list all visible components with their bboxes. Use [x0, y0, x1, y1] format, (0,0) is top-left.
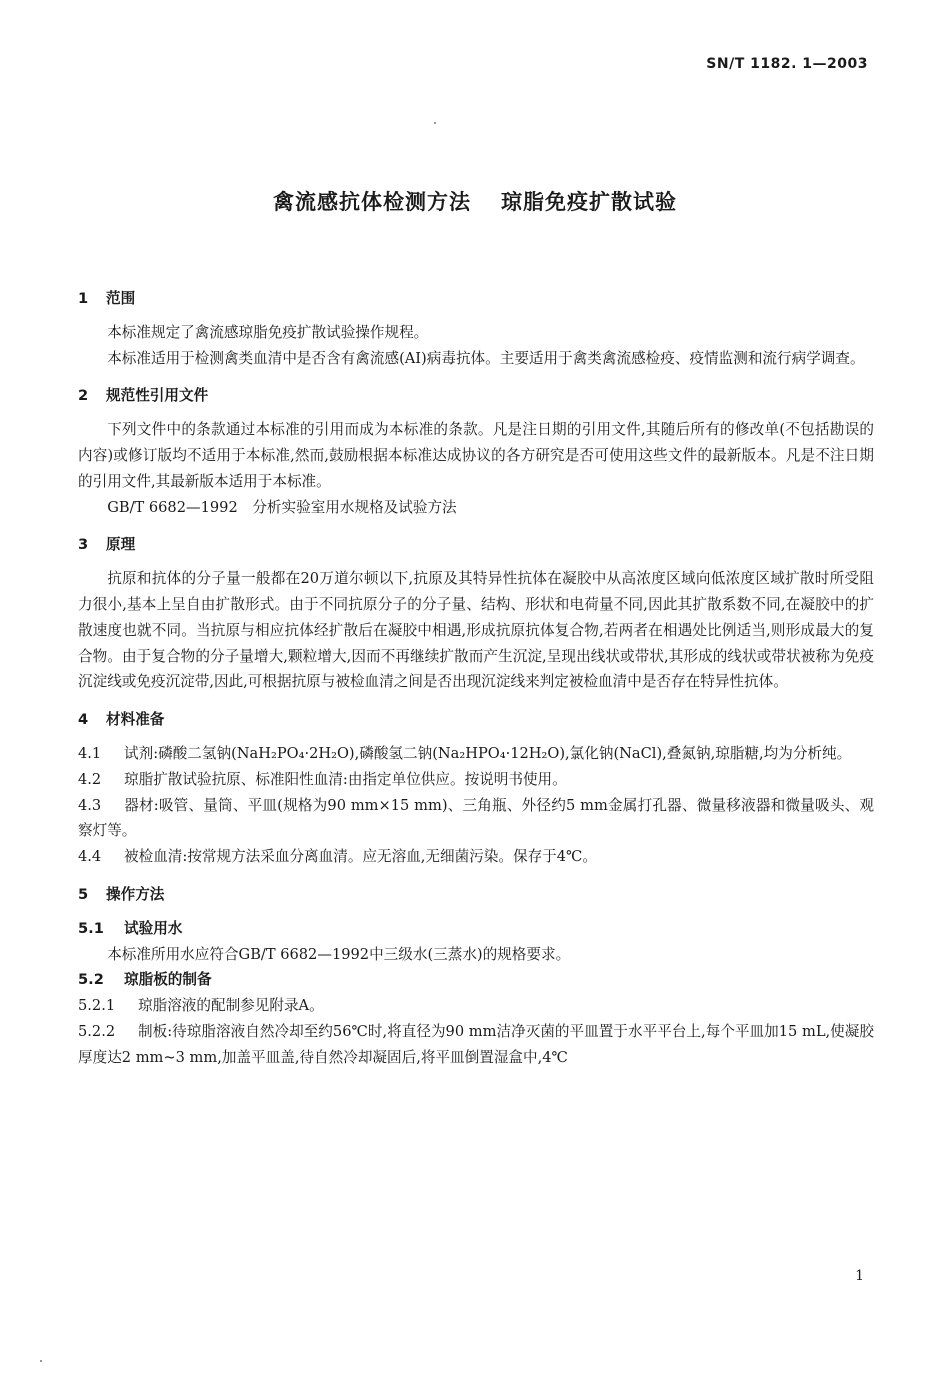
- clause-4-4: 4.4 被检血清:按常规方法采血分离血清。应无溶血,无细菌污染。保存于4℃。: [78, 848, 597, 866]
- scan-speck: [434, 122, 436, 124]
- section-3-para-1: 抗原和抗体的分子量一般都在20万道尔顿以下,抗原及其特异性抗体在凝胶中从高浓度区域向低浓度区域扩散时所受阻力很小,基本上呈自由扩散形式。由于不同抗原分子的分子量、结构、形状和电荷量不同,因此其扩散系数不同,在凝胶中的扩散速度也就不同。当抗原与相应抗体经扩散后在凝胶中相遇,形成抗原抗体复合物,若两者在相遇处比例适当,则形成最大的复合物。由于复合物的分子量增大,颗粒增大,因而不再继续扩散而产生沉淀,呈现出线状或带状,其形成的线状或带状被称为免疫沉淀线或免疫沉淀带,因此,可根据抗原与被检血清之间是否出现沉淀线来判定被检血清中是否存在特异性抗体。: [78, 570, 874, 691]
- section-1-para-1: 本标准规定了禽流感琼脂免疫扩散试验操作规程。: [107, 323, 429, 341]
- section-5-heading: 5 操作方法: [78, 885, 165, 903]
- standard-number: SN/T 1182. 1—2003: [706, 56, 868, 72]
- clause-5-1-text: 本标准所用水应符合GB/T 6682—1992中三级水(三蒸水)的规格要求。: [107, 945, 571, 963]
- page-number: 1: [855, 1268, 864, 1284]
- section-4-heading: 4 材料准备: [78, 711, 165, 729]
- scan-speck: [40, 1360, 42, 1362]
- clause-4-2: 4.2 琼脂扩散试验抗原、标准阳性血清:由指定单位供应。按说明书使用。: [78, 770, 567, 788]
- clause-4-3: 4.3 器材:吸管、量筒、平皿(规格为90 mm×15 mm)、三角瓶、外径约5 mm金属打孔器、微量移液器和微量吸头、观察灯等。: [78, 796, 874, 840]
- clause-5-2-heading: 5.2 琼脂板的制备: [78, 971, 212, 989]
- section-3-heading: 3 原理: [78, 536, 136, 554]
- section-2-para-1: 下列文件中的条款通过本标准的引用而成为本标准的条款。凡是注日期的引用文件,其随后所有的修改单(不包括勘误的内容)或修订版均不适用于本标准,然而,鼓励根据本标准达成协议的各方研究是否可使用这些文件的最新版本。凡是不注日期的引用文件,其最新版本适用于本标准。: [78, 421, 874, 490]
- clause-5-1-heading: 5.1 试验用水: [78, 919, 183, 937]
- document-body: [78, 286, 874, 1071]
- normative-reference: GB/T 6682—1992 分析实验室用水规格及试验方法: [107, 498, 457, 516]
- section-2-heading: 2 规范性引用文件: [78, 387, 209, 405]
- title-part-2: 琼脂免疫扩散试验: [501, 190, 677, 214]
- clause-5-2-1: 5.2.1 琼脂溶液的配制参见附录A。: [78, 997, 324, 1015]
- clause-4-1: 4.1 试剂:磷酸二氢钠(NaH₂PO₄·2H₂O),磷酸氢二钠(Na₂HPO₄·12H₂O),氯化钠(NaCl),叠氮钠,琼脂糖,均为分析纯。: [78, 744, 852, 762]
- document-title: [0, 186, 950, 216]
- title-part-1: 禽流感抗体检测方法: [273, 190, 471, 214]
- clause-5-2-2: 5.2.2 制板:待琼脂溶液自然冷却至约56℃时,将直径为90 mm洁净灭菌的平皿置于水平平台上,每个平皿加15 mL,使凝胶厚度达2 mm~3 mm,加盖平皿盖,待自然冷却凝固后,将平皿倒置湿盒中,4℃: [78, 1022, 874, 1066]
- section-1-para-2: 本标准适用于检测禽类血清中是否含有禽流感(AI)病毒抗体。主要适用于禽类禽流感检疫、疫情监测和流行病学调查。: [107, 349, 865, 367]
- section-1-heading: 1 范围: [78, 290, 136, 307]
